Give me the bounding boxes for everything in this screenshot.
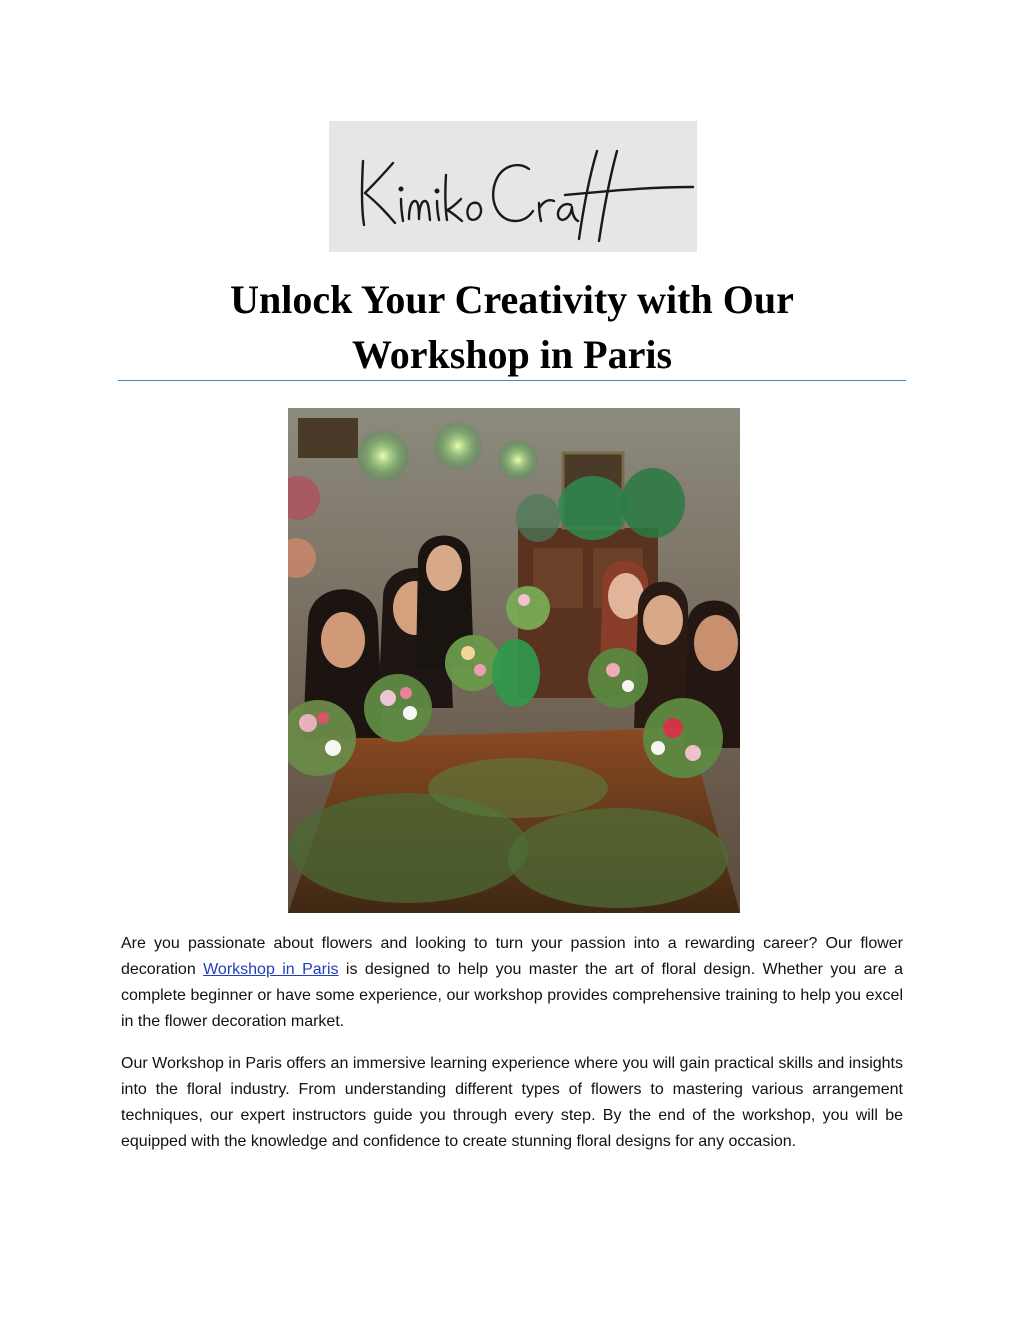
workshop-photo-icon bbox=[288, 408, 740, 913]
paragraph-1-text-before: Are you passionate about flowers and looking to turn your passion into a rewarding career? Our flower decoration bbox=[121, 935, 903, 978]
kimikocraft-logo-icon bbox=[329, 121, 697, 252]
page-title bbox=[118, 272, 906, 382]
title-line-1: Unlock Your Creativity with Our bbox=[230, 277, 794, 322]
title-divider bbox=[118, 380, 906, 381]
paragraph-1-text-after: is designed to help you master the art of floral design. Whether you are a complete beginner or have some experience, our workshop provides comprehensive training to help you excel in the flower decoration market. bbox=[121, 961, 903, 1030]
workshop-in-paris-link[interactable]: Workshop in Paris bbox=[203, 961, 339, 978]
intro-paragraph bbox=[121, 931, 903, 1035]
details-paragraph: Our Workshop in Paris offers an immersive learning experience where you will gain practical skills and insights into the floral industry. From understanding different types of flowers to mastering various arrangement techniques, our expert instructors guide you through every step. By the end of the workshop, you will be equipped with the knowledge and confidence to create stunning floral designs for any occasion. bbox=[121, 1055, 903, 1150]
title-line-2: Workshop in Paris bbox=[351, 332, 673, 377]
